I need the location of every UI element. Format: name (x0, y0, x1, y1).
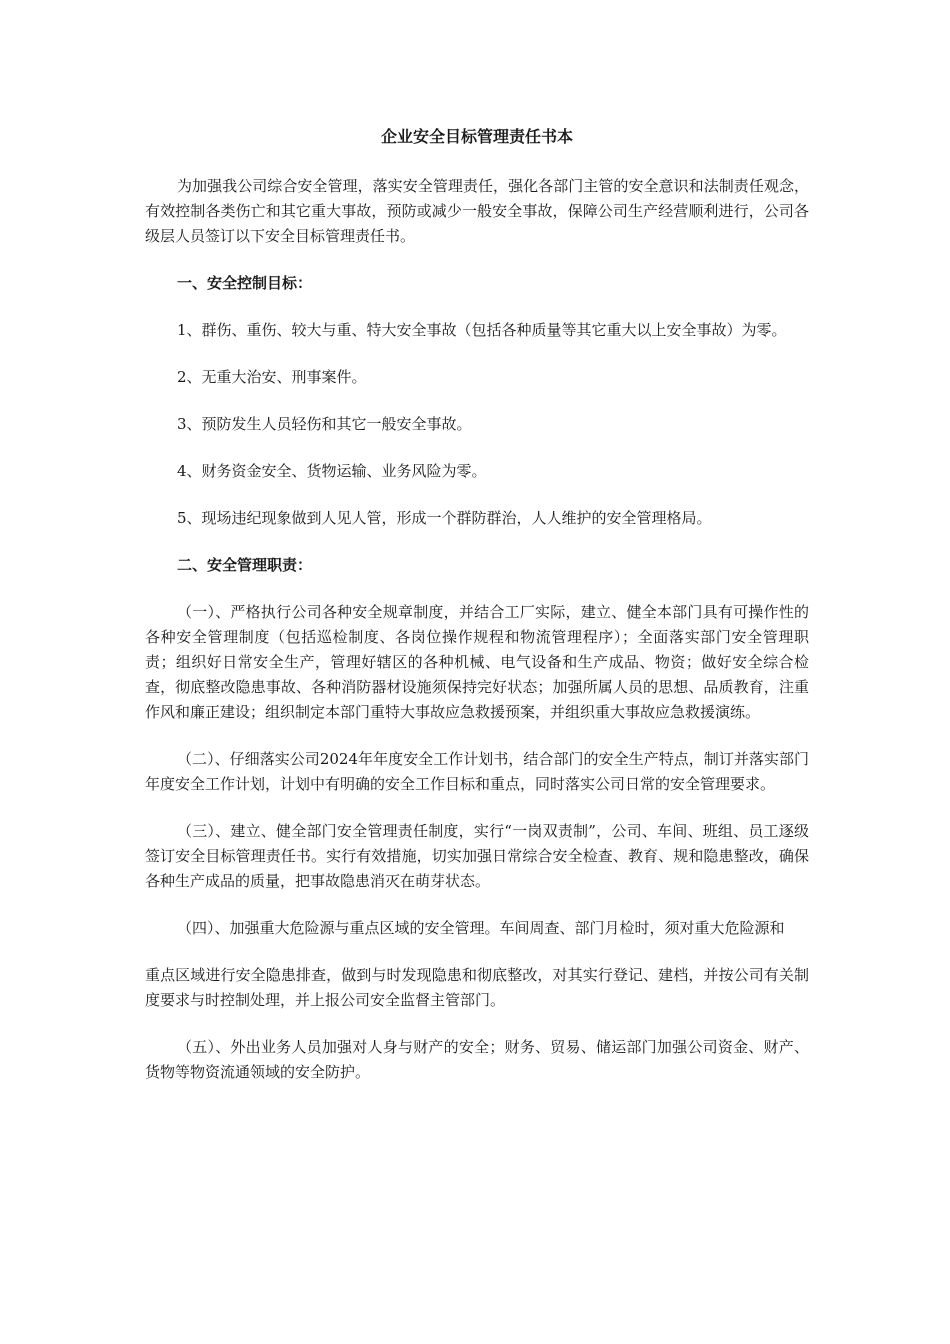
section1-item-4: 4、财务资金安全、货物运输、业务风险为零。 (177, 462, 487, 480)
section1-heading: 一、安全控制目标： (177, 274, 313, 292)
section2-item-5: （五）、外出业务人员加强对人身与财产的安全；财务、贸易、储运部门加强公司资金、财产、货物等物资流通领域的安全防护。 (145, 1038, 809, 1081)
section2-heading: 二、安全管理职责： (177, 556, 313, 574)
document-body (145, 124, 809, 1085)
section2-item-3: （三）、建立、健全部门安全管理责任制度，实行“一岗双责制”，公司、车间、班组、员工逐级签订安全目标管理责任书。实行有效措施，切实加强日常综合安全检查、教育、规和隐患整改，确保各种生产成品的质量，把事故隐患消灭在萌芽状态。 (145, 822, 809, 890)
section1-item-1: 1、群伤、重伤、较大与重、特大安全事故（包括各种质量等其它重大以上安全事故）为零。 (177, 321, 787, 339)
section1-item-2: 2、无重大治安、刑事案件。 (177, 368, 367, 386)
section1-item-5: 5、现场违纪现象做到人见人管，形成一个群防群治，人人维护的安全管理格局。 (177, 509, 712, 527)
section2-item-4-continuation: 重点区域进行安全隐患排查，做到与时发现隐患和彻底整改，对其实行登记、建档，并按公司有关制度要求与时控制处理，并上报公司安全监督主管部门。 (145, 966, 809, 1009)
intro-paragraph: 为加强我公司综合安全管理，落实安全管理责任，强化各部门主管的安全意识和法制责任观念，有效控制各类伤亡和其它重大事故，预防或减少一般安全事故，保障公司生产经营顺利进行，公司各级层人员签订以下安全目标管理责任书。 (145, 177, 809, 245)
document-title: 企业安全目标管理责任书本 (380, 127, 573, 146)
section2-item-2: （二）、仔细落实公司2024年年度安全工作计划书，结合部门的安全生产特点，制订并落实部门年度安全工作计划，计划中有明确的安全工作目标和重点，同时落实公司日常的安全管理要求。 (145, 750, 809, 793)
section2-item-1: （一）、严格执行公司各种安全规章制度，并结合工厂实际，建立、健全本部门具有可操作性的各种安全管理制度（包括巡检制度、各岗位操作规程和物流管理程序）；全面落实部门安全管理职责；组织好日常安全生产，管理好辖区的各种机械、电气设备和生产成品、物资；做好安全综合检查，彻底整改隐患事故、各种消防器材设施须保持完好状态；加强所属人员的思想、品质教育，注重作风和廉正建设；组织制定本部门重特大事故应急救援预案，并组织重大事故应急救援演练。 (145, 603, 809, 721)
section1-item-3: 3、预防发生人员轻伤和其它一般安全事故。 (177, 415, 472, 433)
section2-item-4: （四）、加强重大危险源与重点区域的安全管理。车间周查、部门月检时，须对重大危险源和 (177, 919, 785, 937)
